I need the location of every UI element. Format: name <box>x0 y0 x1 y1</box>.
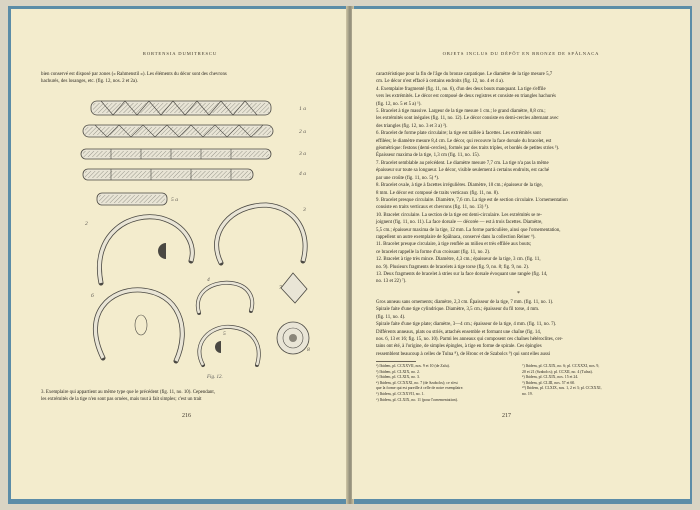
text-line: (fig. 11, no. 4). <box>376 314 406 320</box>
text-line: des triangles (fig. 12, no. 3 et 3 a) ²). <box>376 123 448 129</box>
section-separator: * <box>517 291 520 297</box>
text-line: no. 9). Plusieurs fragments de bracelets à tige torse (fig. 9, no. 8; fig. 9, no. 2). <box>376 264 530 270</box>
text-line: ressemblent beaucoup à celles de Tulna ⁸), de Hronc et de Szabolcs ⁹) qui sont elles aussi <box>376 351 551 357</box>
text-line: 8 mm. Le décor est composé de traits verticaux (fig. 11, no. 8). <box>376 190 499 196</box>
text-line: Spirale faite d'une tige cylindrique. Diamètre, 3,5 cm.; épaisseur du fil torse, 4 mm. <box>376 307 540 313</box>
text-line: bien conservé est disposé par zones (« Rahmenstil »). Les éléments du décor sont des chevrons <box>41 72 227 77</box>
text-line: 3. Exemplaire qui appartient au même type que le précédent (fig. 11, no. 10). Cependant, <box>41 390 215 395</box>
figure-number: 5 a <box>171 197 178 203</box>
figure-number: 2 a <box>299 129 306 135</box>
figure-number: 3 <box>303 207 306 213</box>
left-top-text <box>41 71 327 86</box>
footnote: que la forme qui est pareille à celle de notre exemplaire. <box>376 386 464 391</box>
figure-number: 3 a <box>299 151 306 157</box>
text-line: consiste en traits verticaux et chevrons (fig. 11, no. 13) ⁵). <box>376 205 490 211</box>
figure-number: 1 a <box>299 106 306 112</box>
footnote: ²) Ibidem, pl. CLXIX, no. 2. <box>376 369 420 374</box>
footnote: ⁴) Ibidem, pl. CCXXXI, no. 7 (de Szabolcs); ce n'est <box>376 380 458 385</box>
footnote: 20 et 21 (Szabolcs); pl. CCXII, no. 4 (Tulna). <box>522 369 593 374</box>
figure-number: 4 <box>207 277 210 283</box>
text-line: épaisseur sur toute sa longueur. Le décor, visible seulement à certains endroits, est caché <box>376 168 550 174</box>
text-line: (fig. 12, no. 5 et 5 a) ¹). <box>376 101 422 107</box>
book-spread <box>8 6 692 504</box>
text-line: géométrique: festons (demi-cercles), formés par des traits triples, et bordés de petites stries ³). <box>376 146 560 152</box>
text-line: 13. Deux fragments de bracelet à stries sur la face dorsale évoquant une rangée (fig. 14, <box>376 271 548 277</box>
text-line: 10. Bracelet circulaire. La section de la tige est demi-circulaire. Les extrémités se re- <box>376 212 542 218</box>
figure-number: 6 <box>91 293 94 299</box>
text-line: Spirale faite d'une tige plate; diamètre, 3—4 cm.; épaisseur de la tige, 4 mm. (fig. 11, no. 7). <box>376 322 557 328</box>
figure-number: 5 <box>223 331 226 337</box>
footnote: ⁸) Ibidem, pl. CLXIX, nos. 15 et 24. <box>522 375 579 380</box>
bracelet-figure-plate <box>71 93 331 373</box>
text-line: Différents anneaux, plats ou striés, attachés ensemble et formant une chaîne (fig. 14, <box>376 329 542 335</box>
text-line: 7. Bracelet semblable au précédent. Le diamètre mesure 7,7 cm. La tige n'a pas la même <box>376 160 549 166</box>
text-line: tains ont été, à l'origine, de simples épingles, à tige en forme de spirale. Ces épingles <box>376 344 542 350</box>
left-bottom-text <box>41 389 327 404</box>
text-line: ce bracelet rappelle la forme d'un croissant (fig. 11, no. 2). <box>376 249 491 255</box>
figure-number: 8 <box>307 347 310 353</box>
footnote: ⁶) Ibidem, pl. CLXIX, no. 11 (pour l'ornementation). <box>376 397 458 402</box>
left-running-header: RORTENSIA DUMITRESCU <box>142 51 218 56</box>
text-line: 5. Bracelet à tige massive. Largeur de la tige mesure 1 cm.; le grand diamètre, 8,8 cm.; <box>376 109 546 115</box>
text-line: 8. Bracelet ovale, à tige à facettes irrégulières. Diamètre, 10 cm.; épaisseur de la tige, <box>376 183 543 189</box>
right-body-text-2 <box>376 299 664 358</box>
figure-caption: Fig. 12. <box>207 375 223 380</box>
text-line: 11. Bracelet presque circulaire, à tige renflée au milieu et très effilée aux bouts; <box>376 242 532 248</box>
footnote: ⁷) Ibidem, pl. CLXIX, no. 6; pl. CCXXXI, nos. 9, <box>522 364 600 368</box>
footnote: ⁹) Ibidem, pl. CLIII, nos. 57 et 60. <box>522 380 576 385</box>
figure-number: 4 a <box>299 171 306 177</box>
text-line: no. 13 et 22) ⁷). <box>376 279 407 285</box>
text-line: les extrémités sont inégales (fig. 11, no. 12). Le décor consiste en demi-cercles alternant avec <box>376 116 559 122</box>
footnote: ³) Ibidem, pl. CLXIX, no. 3. <box>376 375 420 380</box>
text-line: 9. Bracelet presque circulaire. Diamètre, 7,6 cm. La tige est de section circulaire. L'ornementation <box>376 197 568 203</box>
page-number: 217 <box>502 413 511 419</box>
footnote: ⁵) Ibidem, pl. CCXXVII, no. 1. <box>376 391 425 396</box>
text-line: vers les extrémités. Le décor est composé de deux registres et consiste en triangles hachurés <box>376 94 556 100</box>
right-body-text <box>376 71 664 286</box>
text-line: Épaisseur maxima de la tige, 1,3 cm (fig. 11, no. 15). <box>376 153 480 159</box>
text-line: 6. Bracelet de forme plate circulaire; la tige est taillée à facettes. Les extrémités sont <box>376 131 541 137</box>
footnote: ¹⁰) Ibidem, pl. CLXIX, nos. 1, 2 et 3; pl. CCXXXI, <box>522 386 602 391</box>
text-line: nos. 6, 13 et 16; fig. 15, no. 10). Parmi les anneaux qui composent ces chaînes hétéroclites, cer- <box>376 337 563 343</box>
page-number: 216 <box>182 413 191 419</box>
footnote: no. 19. <box>522 391 533 396</box>
right-running-header: OBJETS INCLUS DU DÉPÔT EN BRONZE DE SPĂLNACA <box>442 51 600 56</box>
figure-number: 7 <box>279 285 282 291</box>
figure-number: 2 <box>85 221 88 227</box>
text-line: effilées; le diamètre mesure 8,4 cm. Le décor, qui recouvre la face dorsale du bracelet, est <box>376 138 552 144</box>
text-line: par une croûte (fig. 11, no. 5) ⁴). <box>376 175 440 181</box>
footnotes-left <box>376 364 516 403</box>
text-line: 4. Exemplaire fragmenté (fig. 11, no. 6), d'un des deux bouts manquant. La tige s'effile <box>376 86 546 92</box>
text-line: 12. Bracelet à tige très mince. Diamètre, 4,3 cm.; épaisseur de la tige, 3 cm. (fig. 11, <box>376 257 541 263</box>
text-line: 5,5 cm.; épaisseur maxima de la tige, 12 mm. La forme particulière, ainsi que l'ornementation, <box>376 227 561 233</box>
text-line: Gros anneau sans ornements; diamètre, 2,3 cm. Épaisseur de la tige, 7 mm. (fig. 11, no. 1). <box>376 300 554 305</box>
text-line: les extrémités de la tige n'en sont pas ornées, mais tout à fait simples; c'est un trait <box>41 397 202 403</box>
footnote: ¹) Ibidem, pl. CCXXVII, nos. 9 et 10 (de Zalu). <box>376 364 450 368</box>
text-line: joignent (fig. 11, no. 11). La face dorsale — décorée — est à trois facettes. Diamètre, <box>376 220 543 226</box>
text-line: cm. Le décor n'est effacé à certains endroits (fig. 12, no. 4 et 4 a). <box>376 79 505 85</box>
footnote-rule <box>376 361 416 362</box>
text-line: rappellent un autre exemplaire de Spălnaca, conservé dans la collection Reiner ⁶). <box>376 234 536 240</box>
footnotes-right <box>522 364 664 398</box>
text-line: hachurés, des losanges, etc. (fig. 12, nos. 2 et 2a). <box>41 79 138 85</box>
text-line: caractéristique pour la fin de l'âge du bronze carpatique. Le diamètre de la tige mesure 5,7 <box>376 72 553 77</box>
left-page <box>11 9 349 499</box>
right-page <box>352 9 690 499</box>
